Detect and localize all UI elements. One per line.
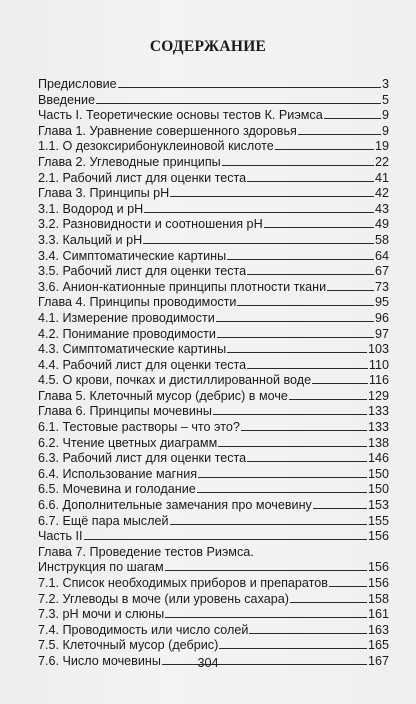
toc-entry-page: 146	[367, 451, 389, 466]
toc-entry-label: 6.4. Использование магния	[38, 466, 198, 481]
toc-entry	[38, 342, 389, 358]
toc-entry-page: 116	[368, 373, 389, 388]
toc-leader-line	[247, 181, 374, 182]
toc-entry-page: 64	[374, 248, 389, 263]
toc-entry-label: Глава 3. Принципы pH	[38, 186, 170, 201]
toc-entry-label: Глава 5. Клеточный мусор (дебрис) в моче	[38, 388, 288, 403]
toc-entry	[38, 436, 389, 452]
toc-entry-page: 41	[374, 170, 389, 185]
toc-leader-line	[247, 368, 368, 369]
toc-leader-line	[264, 227, 374, 228]
toc-entry-page: 95	[374, 295, 389, 310]
toc-entry-label: 6.1. Тестовые растворы – что это?	[38, 420, 240, 435]
toc-entry	[38, 514, 389, 530]
toc-entry-page: 150	[367, 482, 389, 497]
toc-leader-line	[144, 212, 374, 213]
toc-entry-page: 167	[367, 653, 389, 668]
toc-entry	[38, 108, 389, 124]
toc-entry-label: 7.2. Углеводы в моче (или уровень сахара)	[38, 591, 289, 606]
toc-entry-page: 155	[367, 513, 389, 528]
toc-entry	[38, 498, 389, 514]
toc-entry	[38, 482, 389, 498]
toc-entry-label: 6.3. Рабочий лист для оценки теста	[38, 451, 247, 466]
toc-entry-page: 156	[367, 560, 389, 575]
toc-entry-page: 158	[367, 591, 389, 606]
toc-leader-line	[289, 399, 367, 400]
toc-entry-page: 5	[381, 92, 389, 107]
toc-leader-line	[298, 134, 381, 135]
page-title: СОДЕРЖАНИЕ	[149, 38, 267, 55]
toc-entry-page: 156	[367, 576, 389, 590]
toc-entry	[38, 280, 389, 296]
toc-entry-label: 3.1. Водород и pH	[38, 201, 144, 216]
toc-leader-line	[247, 461, 367, 462]
toc-entry-page: 49	[374, 217, 389, 232]
toc-entry	[38, 249, 389, 265]
toc-leader-line	[227, 352, 367, 353]
toc-entry-page: 165	[367, 638, 389, 653]
toc-entry-label: 7.5. Клеточный мусор (дебрис)	[38, 638, 219, 653]
toc-entry-page: 97	[374, 326, 389, 341]
toc-entry	[38, 451, 389, 467]
toc-entry-page: 22	[374, 154, 389, 169]
toc-entry-label: 4.3. Симптоматические картины	[38, 342, 227, 357]
toc-entry	[38, 217, 389, 233]
toc-entry-page: 156	[367, 529, 389, 544]
toc-entry	[38, 420, 389, 436]
toc-entry-label: 7.3. pH мочи и слюны	[38, 607, 165, 622]
table-of-contents	[38, 77, 389, 670]
toc-entry-label: Часть I. Теоретические основы тестов К. Риэмса	[38, 108, 323, 123]
toc-entry	[38, 607, 389, 623]
toc-entry-label: 4.4. Рабочий лист для оценки теста	[38, 357, 247, 372]
toc-entry	[38, 139, 389, 155]
toc-entry-page: 133	[367, 404, 389, 419]
toc-entry-page: 161	[367, 607, 389, 622]
toc-leader-line	[227, 259, 374, 260]
toc-entry-label: 3.5. Рабочий лист для оценки теста	[38, 264, 247, 279]
toc-entry-page: 96	[374, 310, 389, 325]
toc-leader-line	[329, 586, 367, 587]
toc-entry-label: 4.1. Измерение проводимости	[38, 310, 215, 325]
toc-entry	[38, 233, 389, 249]
toc-entry-page: 138	[367, 435, 389, 450]
toc-entry	[38, 545, 389, 561]
toc-entry	[38, 467, 389, 483]
toc-entry-page: 58	[374, 232, 389, 247]
toc-entry-label: 4.2. Понимание проводимости	[38, 326, 216, 341]
toc-entry-page: 103	[367, 342, 389, 357]
toc-leader-line	[219, 648, 367, 649]
toc-entry	[38, 311, 389, 327]
toc-entry-label: Глава 7. Проведение тестов Риэмса.	[38, 544, 254, 559]
toc-leader-line	[217, 337, 374, 338]
toc-entry-label: 7.4. Проводимость или число солей	[38, 622, 249, 637]
toc-entry-label: 3.4. Симптоматические картины	[38, 248, 227, 263]
toc-entry	[38, 576, 389, 592]
toc-entry	[38, 529, 389, 545]
toc-entry-page: 153	[367, 498, 389, 513]
toc-leader-line	[84, 539, 367, 540]
toc-entry	[38, 186, 389, 202]
toc-leader-line	[327, 290, 374, 291]
toc-leader-line	[247, 274, 374, 275]
toc-leader-line	[216, 321, 374, 322]
toc-entry	[38, 327, 389, 343]
toc-entry	[38, 202, 389, 218]
toc-entry-page: 150	[367, 466, 389, 481]
toc-entry	[38, 592, 389, 608]
toc-entry-page: 19	[374, 139, 389, 154]
toc-entry	[38, 77, 389, 93]
toc-leader-line	[170, 524, 367, 525]
toc-entry-label: Глава 4. Принципы проводимости	[38, 295, 237, 310]
toc-leader-line	[312, 383, 368, 384]
toc-entry	[38, 295, 389, 311]
toc-entry	[38, 638, 389, 654]
toc-entry-label: 6.2. Чтение цветных диаграмм	[38, 435, 218, 450]
toc-entry-label: 2.1. Рабочий лист для оценки теста	[38, 170, 247, 185]
toc-entry-page: 129	[367, 388, 389, 403]
toc-entry	[38, 171, 389, 187]
toc-entry-label: Введение	[38, 92, 96, 107]
toc-entry-page: 42	[374, 186, 389, 201]
toc-entry	[38, 373, 389, 389]
toc-entry-page: 67	[374, 264, 389, 279]
toc-entry	[38, 264, 389, 280]
toc-entry-page: 9	[381, 123, 389, 138]
toc-leader-line	[170, 196, 374, 197]
toc-entry-label: 1.1. О дезоксирибонуклеиновой кислоте	[38, 139, 274, 154]
toc-entry-label: 6.6. Дополнительные замечания про мочевину	[38, 498, 312, 513]
toc-entry-page: 3	[381, 77, 389, 91]
toc-entry	[38, 358, 389, 374]
toc-entry-label: 4.5. О крови, почках и дистиллированной воде	[38, 373, 312, 388]
toc-leader-line	[218, 446, 367, 447]
toc-entry	[38, 560, 389, 576]
toc-leader-line	[249, 633, 367, 634]
toc-leader-line	[197, 492, 367, 493]
toc-entry	[38, 404, 389, 420]
toc-entry-label: 6.7. Ещё пара мыслей	[38, 513, 169, 528]
toc-entry-page: 110	[368, 357, 389, 372]
toc-entry-page: 73	[374, 279, 389, 294]
toc-leader-line	[213, 414, 367, 415]
toc-entry-label: 3.6. Анион-катионные принципы плотности ткани	[38, 279, 327, 294]
toc-entry-label: 7.1. Список необходимых приборов и препаратов	[38, 576, 328, 590]
toc-entry-page: 163	[367, 622, 389, 637]
toc-entry-page: 9	[381, 108, 389, 123]
toc-entry-label: 6.5. Мочевина и голодание	[38, 482, 196, 497]
toc-leader-line	[275, 149, 374, 150]
toc-entry	[38, 124, 389, 140]
toc-entry-label: Глава 2. Углеводные принципы	[38, 154, 221, 169]
page-number: 304	[197, 656, 219, 670]
toc-entry	[38, 155, 389, 171]
toc-leader-line	[241, 430, 367, 431]
toc-leader-line	[198, 477, 367, 478]
toc-entry-page: 133	[367, 420, 389, 435]
toc-entry-page: 43	[374, 201, 389, 216]
toc-leader-line	[165, 617, 367, 618]
toc-leader-line	[96, 103, 381, 104]
toc-leader-line	[165, 570, 367, 571]
toc-leader-line	[143, 243, 374, 244]
toc-leader-line	[222, 165, 374, 166]
toc-entry	[38, 93, 389, 109]
toc-entry	[38, 623, 389, 639]
toc-entry	[38, 389, 389, 405]
toc-entry-label: Инструкция по шагам	[38, 560, 164, 575]
toc-leader-line	[237, 305, 374, 306]
toc-leader-line	[118, 87, 381, 88]
toc-leader-line	[313, 508, 367, 509]
toc-entry-label: Глава 1. Уравнение совершенного здоровья	[38, 123, 297, 138]
toc-entry-label: Глава 6. Принципы мочевины	[38, 404, 212, 419]
toc-leader-line	[324, 118, 381, 119]
toc-entry-label: Предисловие	[38, 77, 117, 91]
toc-entry-label: 7.6. Число мочевины	[38, 653, 161, 668]
toc-entry-label: 3.3. Кальций и pH	[38, 232, 143, 247]
toc-leader-line	[290, 602, 367, 603]
toc-entry-label: Часть II	[38, 529, 83, 544]
toc-entry-label: 3.2. Разновидности и соотношения pH	[38, 217, 263, 232]
